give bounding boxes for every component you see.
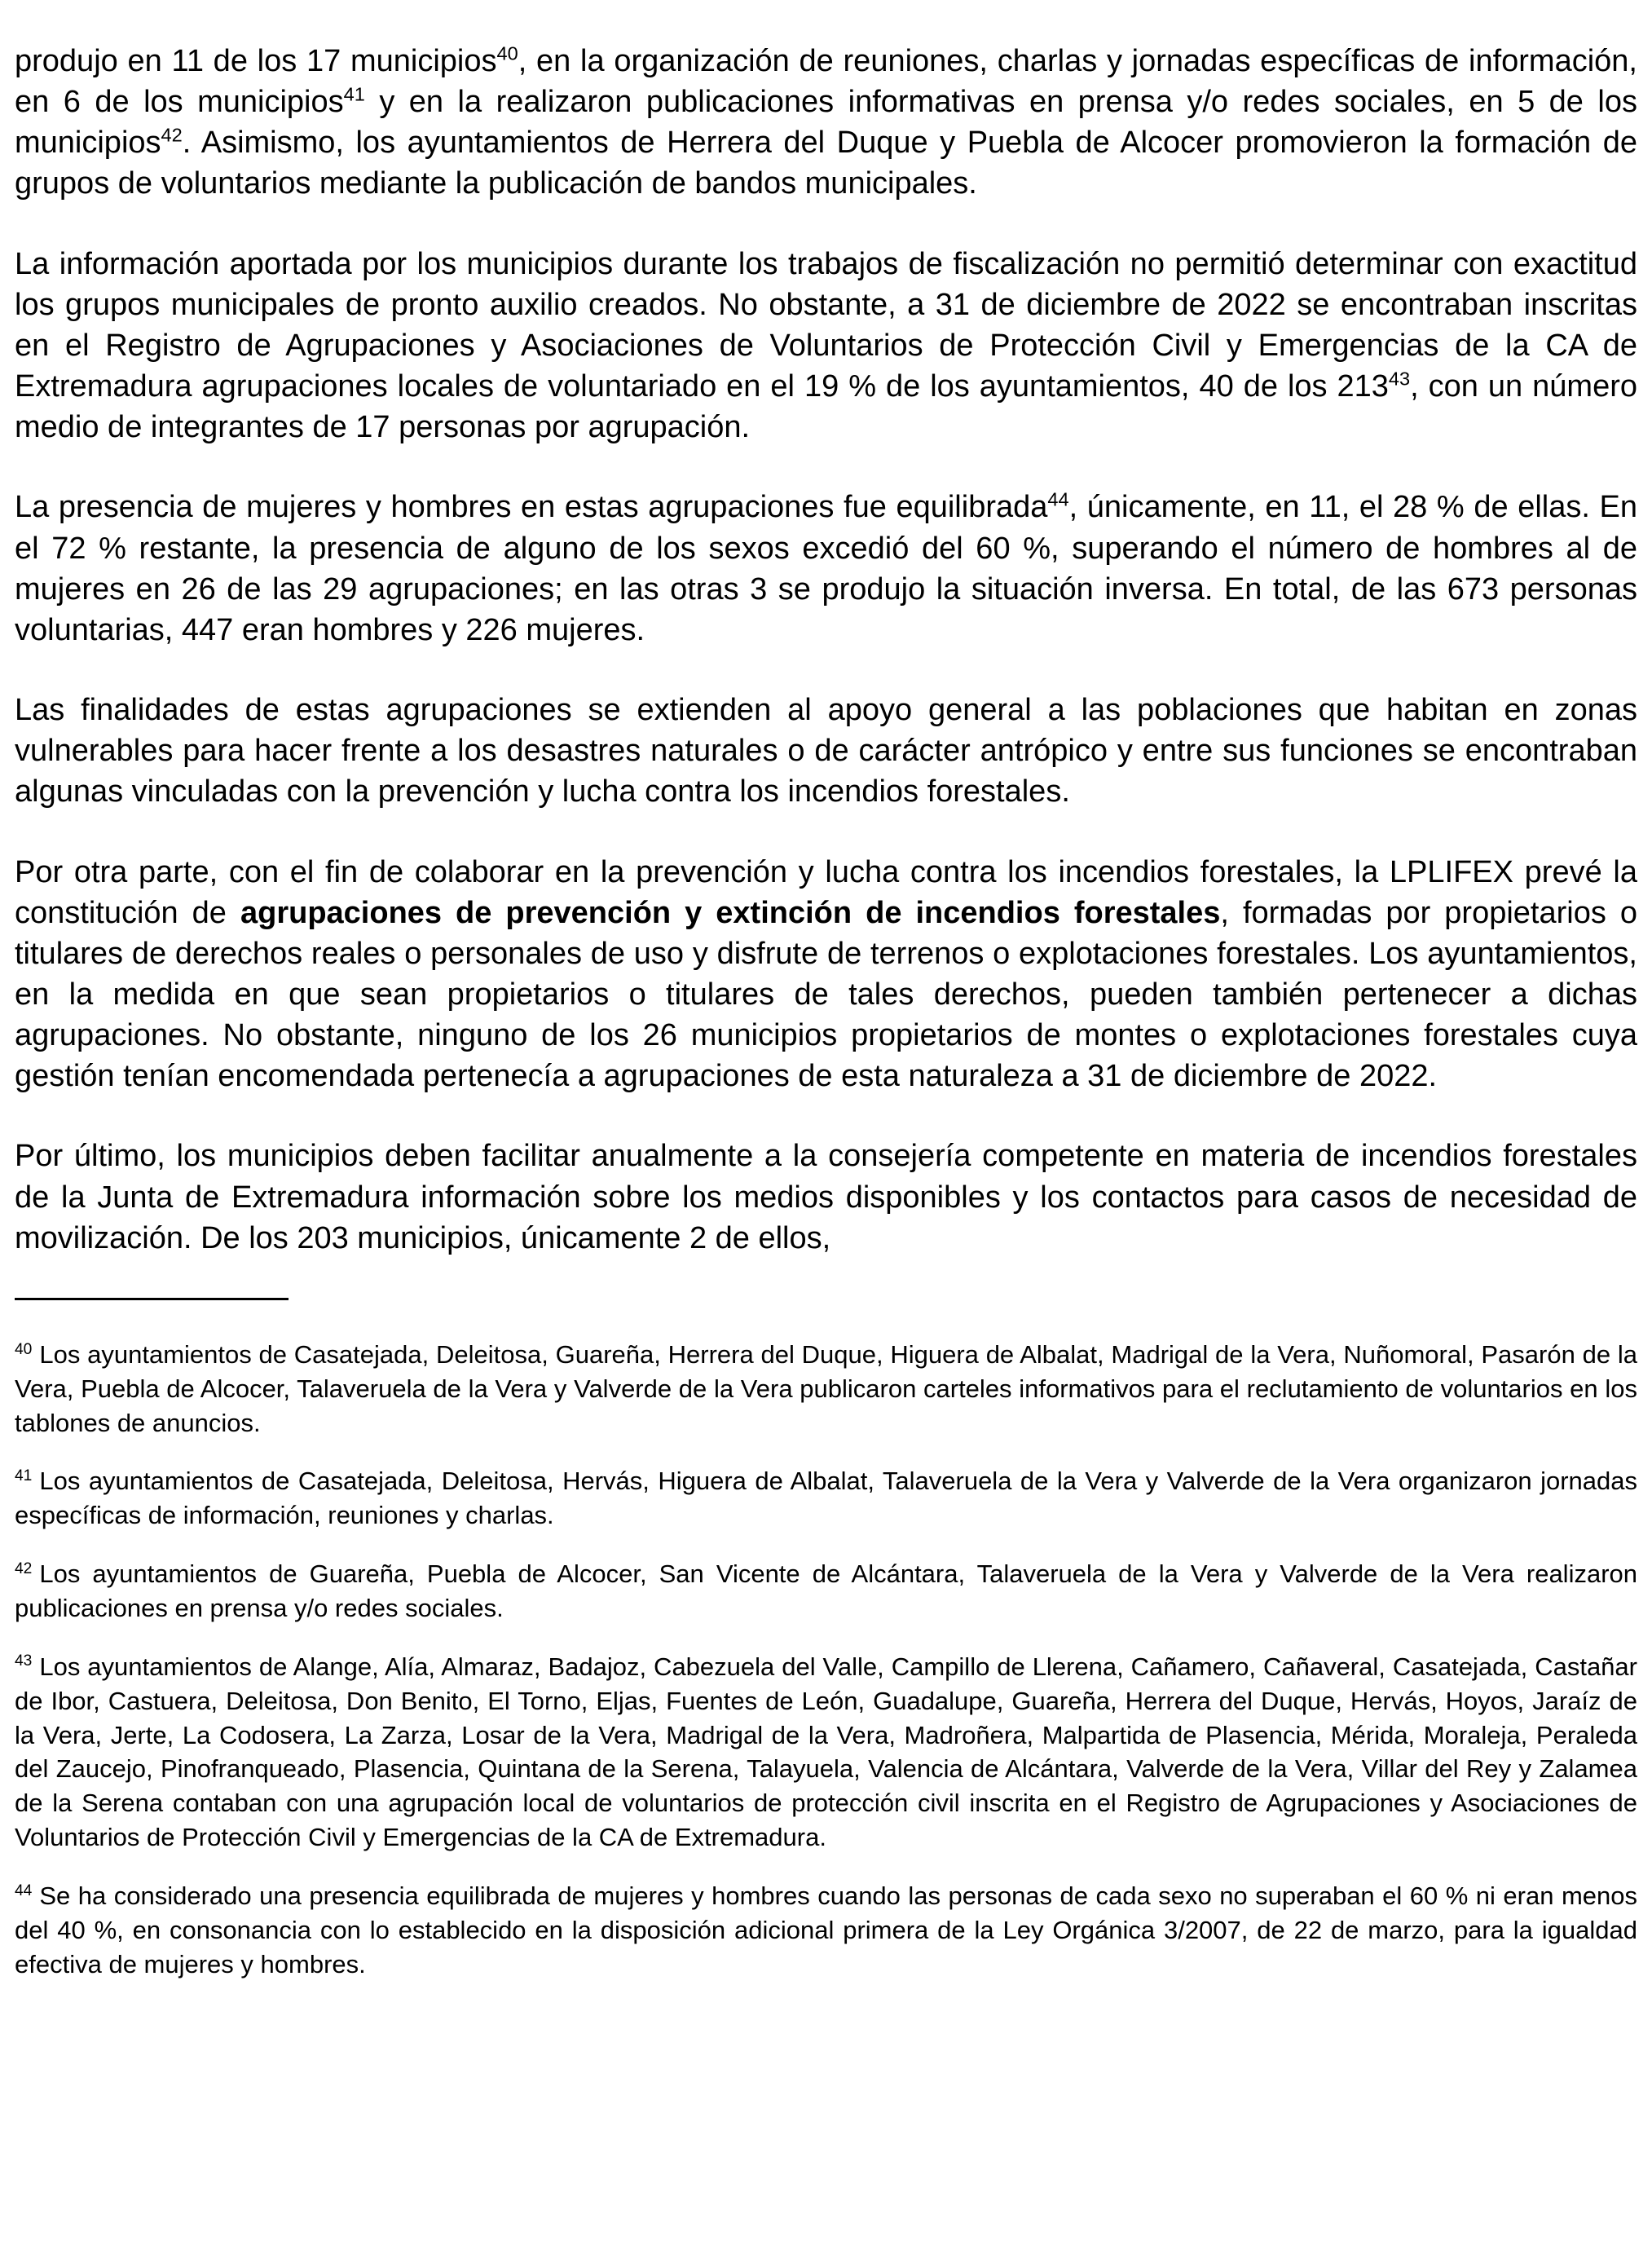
text-run: . Asimismo, los ayuntamientos de Herrera del Duque y Puebla de Alcocer promovieron la formación de grupos de voluntarios mediante la publicación de bandos municipales. bbox=[15, 126, 1637, 201]
footnote-marker: 44 bbox=[15, 1881, 33, 1899]
footnote bbox=[15, 1879, 1637, 1982]
footnote-ref: 43 bbox=[1388, 368, 1411, 390]
footnote-ref: 44 bbox=[1047, 488, 1069, 510]
footnote-marker: 41 bbox=[15, 1467, 33, 1485]
text-run: Por último, los municipios deben facilitar anualmente a la consejería competente en materia de incendios forestales de la Junta de Extremadura información sobre los medios disponibles y los contactos para casos de necesidad de movilización. De los 203 municipios, únicamente 2 de ellos, bbox=[15, 1139, 1637, 1255]
paragraph bbox=[15, 852, 1637, 1097]
footnote-separator bbox=[15, 1298, 289, 1300]
footnote bbox=[15, 1464, 1637, 1533]
text-run: , únicamente, en 11, el 28 % de ellas. En el 72 % restante, la presencia de alguno de los sexos excedió del 60 %, superando el número de hombres al de mujeres en 26 de las 29 agrupaciones; en las otras 3 se produjo la situación inversa. En total, de las 673 personas voluntarias, 447 eran hombres y 226 mujeres. bbox=[15, 490, 1637, 647]
text-run: La presencia de mujeres y hombres en estas agrupaciones fue equilibrada bbox=[15, 490, 1048, 525]
text-run: y en la realizaron publicaciones informativas en prensa y/o redes sociales, en 5 de los municipios bbox=[15, 85, 1637, 161]
footnote-ref: 42 bbox=[161, 124, 183, 146]
text-run: La información aportada por los municipios durante los trabajos de fiscalización no permitió determinar con exactitud los grupos municipales de pronto auxilio creados. No obstante, a 31 de diciembre de 2022 se encontraban inscritas en el Registro de Agrupaciones y Asociaciones de Voluntarios de Protección Civil y Emergencias de la CA de Extremadura agrupaciones locales de voluntariado en el 19 % de los ayuntamientos, 40 de los 213 bbox=[15, 246, 1637, 404]
paragraph bbox=[15, 690, 1637, 812]
footnote-ref: 40 bbox=[496, 42, 518, 64]
bold-text: agrupaciones de prevención y extinción de incendios forestales bbox=[240, 895, 1221, 930]
footnote-text: Los ayuntamientos de Guareña, Puebla de Alcocer, San Vicente de Alcántara, Talaveruela de la Vera y Valverde de la Vera realizaron publicaciones en prensa y/o redes sociales. bbox=[15, 1559, 1637, 1622]
paragraph bbox=[15, 244, 1637, 448]
body-text bbox=[15, 41, 1637, 1259]
footnote-text: Se ha considerado una presencia equilibrada de mujeres y hombres cuando las personas de cada sexo no superaban el 60 % ni eran menos del 40 %, en consonancia con lo establecido en la disposición adicional primera de la Ley Orgánica 3/2007, de 22 de marzo, para la igualdad efectiva de mujeres y hombres. bbox=[15, 1881, 1637, 1978]
paragraph bbox=[15, 41, 1637, 205]
paragraph bbox=[15, 487, 1637, 651]
footnotes bbox=[15, 1338, 1637, 1982]
text-run: , en la organización de reuniones, charlas y jornadas específicas de información, en 6 de los municipios bbox=[15, 44, 1637, 120]
text-run: produjo en 11 de los 17 municipios bbox=[15, 44, 497, 78]
text-run: , con un número medio de integrantes de 17 personas por agrupación. bbox=[15, 369, 1637, 445]
footnote-text: Los ayuntamientos de Alange, Alía, Almaraz, Badajoz, Cabezuela del Valle, Campillo de Llerena, Cañamero, Cañaveral, Casatejada, Castañar de Ibor, Castuera, Deleitosa, Don Benito, El Torno, Eljas, Fuentes de León, Guadalupe, Guareña, Herrera del Duque, Hervás, Hoyos, Jaraíz de la Vera, Jerte, La Codosera, La Zarza, Losar de la Vera, Madrigal de la Vera, Madroñera, Malpartida de Plasencia, Mérida, Moraleja, Peraleda del Zaucejo, Pinofranqueado, Plasencia, Quintana de la Serena, Talayuela, Valencia de Alcántara, Valverde de la Vera, Villar del Rey y Zalamea de la Serena contaban con una agrupación local de voluntarios de protección civil inscrita en el Registro de Agrupaciones y Asociaciones de Voluntarios de Protección Civil y Emergencias de la CA de Extremadura. bbox=[15, 1652, 1637, 1852]
footnote bbox=[15, 1650, 1637, 1855]
footnote bbox=[15, 1557, 1637, 1626]
footnote-marker: 43 bbox=[15, 1652, 33, 1670]
footnote-ref: 41 bbox=[343, 83, 365, 105]
paragraph bbox=[15, 1136, 1637, 1258]
footnote bbox=[15, 1338, 1637, 1440]
footnote-text: Los ayuntamientos de Casatejada, Deleitosa, Guareña, Herrera del Duque, Higuera de Albalat, Madrigal de la Vera, Nuñomoral, Pasarón de la Vera, Puebla de Alcocer, Talaveruela de la Vera y Valverde de la Vera publicaron carteles informativos para el reclutamiento de voluntarios en los tablones de anuncios. bbox=[15, 1339, 1637, 1437]
footnote-text: Los ayuntamientos de Casatejada, Deleitosa, Hervás, Higuera de Albalat, Talaveruela de la Vera y Valverde de la Vera organizaron jornadas específicas de información, reuniones y charlas. bbox=[15, 1467, 1637, 1530]
text-run: Las finalidades de estas agrupaciones se extienden al apoyo general a las poblaciones que habitan en zonas vulnerables para hacer frente a los desastres naturales o de carácter antrópico y entre sus funciones se encontraban algunas vinculadas con la prevención y lucha contra los incendios forestales. bbox=[15, 693, 1637, 809]
footnote-marker: 40 bbox=[15, 1340, 33, 1358]
text-run: , formadas por propietarios o titulares de derechos reales o personales de uso y disfrute de terrenos o explotaciones forestales. Los ayuntamientos, en la medida en que sean propietarios o titulares de tales derechos, pueden también pertenecer a dichas agrupaciones. No obstante, ninguno de los 26 municipios propietarios de montes o explotaciones forestales cuya gestión tenían encomendada pertenecía a agrupaciones de esta naturaleza a 31 de diciembre de 2022. bbox=[15, 895, 1637, 1094]
footnote-marker: 42 bbox=[15, 1559, 33, 1577]
text-run: Por otra parte, con el fin de colaborar en la prevención y lucha contra los incendios forestales, la LPLIFEX prevé la constitución de bbox=[15, 854, 1637, 930]
